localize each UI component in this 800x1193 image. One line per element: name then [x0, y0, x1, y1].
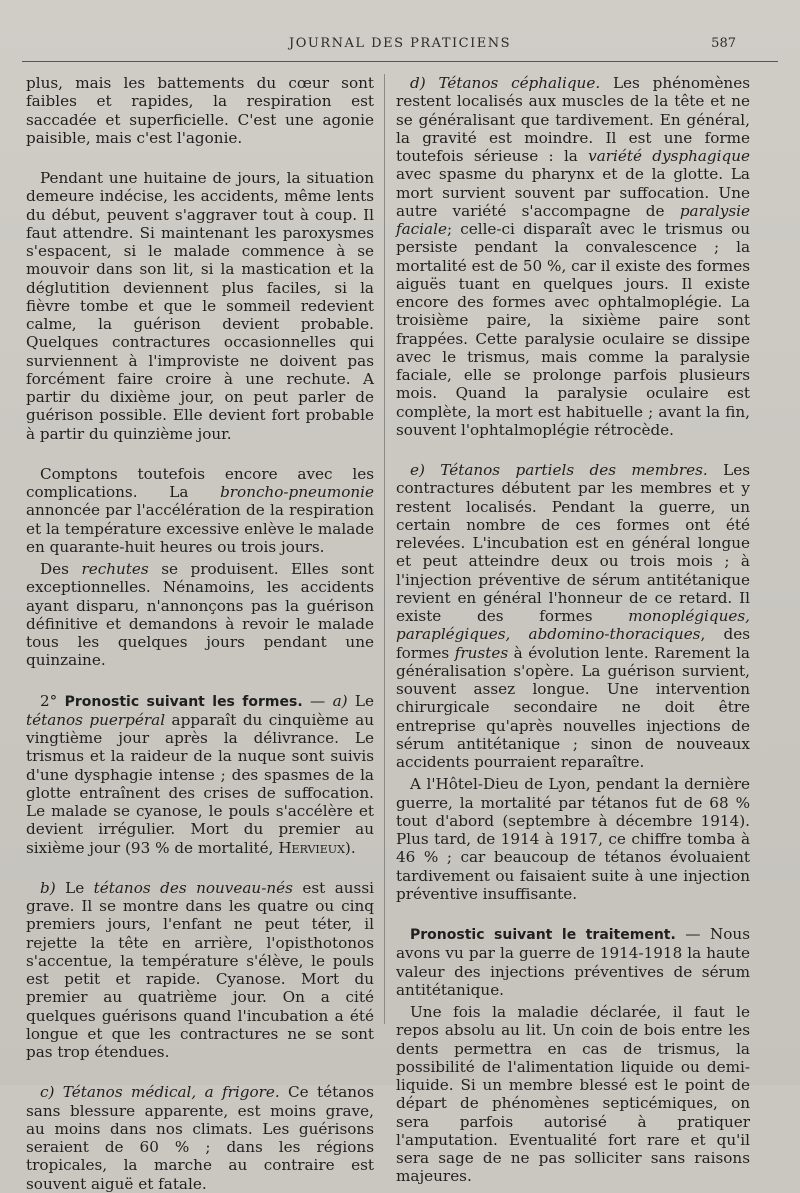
page-header — [0, 36, 800, 58]
section-heading-traitement: Pronostic suivant le traitement. — [410, 927, 676, 943]
paragraph-tetanos-medical: c) Tétanos médical, a frigore. Ce tétanos sans blessure apparente, est moins grave, au moins dans nos climats. Les guérisons seraient de 60 % ; dans les régions tropicales, la marche au contraire est souvent aiguë et fatale. — [26, 1083, 374, 1193]
paragraph-complications: Comptons toutefois encore avec les complications. La broncho-pneumonie annoncée par l'accélération de la respiration et la température excessive enlève le malade en quarante-huit heures ou trois jours. — [26, 464, 374, 556]
paragraph-pronostic-traitement: Pronostic suivant le traitement. — Nous avons vu par la guerre de 1914-1918 la haute valeur des injections préventives de sérum antitétanique. — [396, 925, 750, 999]
paragraph-hotel-dieu: A l'Hôtel-Dieu de Lyon, pendant la dernière guerre, la mortalité par tétanos fut de 68 % tout d'abord (septembre à décembre 1914). Plus tard, de 1914 à 1917, ce chiffre tomba à 46 % ; car beaucoup de tétanos évoluaient tardivement ou faisaient suite à une injection préventive insuffisante. — [396, 775, 750, 903]
paragraph-rechutes: Des rechutes se produisent. Elles sont exceptionnelles. Nénamoins, les accidents ayant disparu, n'annonçons pas la guérison définitive et demandons à revoir le malade tous les quelques jours pendant une quinzaine. — [26, 560, 374, 670]
paragraph-tetanos-partiels: e) Tétanos partiels des membres. Les contractures débutent par les membres et y restent localisés. Pendant la guerre, un certain nombre de ces formes ont été relevées. L'incubation est en général longue et peut atteindre deux ou trois mois ; à l'injection préventive de sérum antitétanique revient en général l'honneur de ce retard. Il existe des formes monoplégiques, paraplégiques, abdomino-thoraciques, des formes frustes à évolution lente. Rarement la généralisation s'opère. La guérison survient, souvent assez longue. Une intervention chirurgicale secondaire ne doit être entreprise qu'après nouvelles injections de sérum antitétanique ; sinon de nouveaux accidents pourraient reparaître. — [396, 461, 750, 771]
paragraph-tetanos-cephalique: d) Tétanos céphalique. Les phénomènes restent localisés aux muscles de la tête et ne se généralisant que tardivement. En général, la gravité est moindre. Il est une forme toutefois sérieuse : la variété dysphagique avec spasme du pharynx et de la glotte. La mort survient souvent par suffocation. Une autre variété s'accompagne de paralysie faciale; celle-ci disparaît avec le trismus ou persiste pendant la convalescence ; la mortalité est de 50 %, car il existe des formes aiguës tuant en quelques jours. Il existe encore des formes avec ophtalmoplégie. La troisième paire, la sixième paire sont frappées. Cette paralysie oculaire se dissipe avec le trismus, mais comme la paralysie faciale, elle se prolonge parfois plusieurs mois. Quand la paralysie oculaire est complète, la mort est habituelle ; avant la fin, souvent l'ophtalmoplégie rétrocède. — [396, 74, 750, 439]
page-number: 587 — [711, 36, 736, 51]
paragraph-agonie: plus, mais les battements du cœur sont faibles et rapides, la respiration est saccadée et superficielle. C'est une agonie paisible, mais c'est l'agonie. — [26, 74, 374, 147]
header-rule — [22, 61, 778, 62]
section-heading-formes: Pronostic suivant les formes. — [64, 693, 303, 710]
paragraph-pronostic-formes: 2° Pronostic suivant les formes. — a) Le tétanos puerpéral apparaît du cinquième au vingtième jour après la délivrance. Le trismus et la raideur de la nuque sont suivis d'une dysphagie intense ; des spasmes de la glotte entraînent des crises de suffocation. Le malade se cyanose, le pouls s'accélère et devient irrégulier. Mort du premier au sixième jour (93 % de mortalité, Hervieux). — [26, 691, 374, 857]
paragraph-repos: Une fois la maladie déclarée, il faut le repos absolu au lit. Un coin de bois entre les dents permettra en cas de trismus, la possibilité de l'alimentation liquide ou demi-liquide. Si un membre blessé est le point de départ de phénomènes septicémiques, on sera parfois autorisé à pratiquer l'amputation. Eventualité fort rare et qu'il sera sage de ne pas solliciter sans raisons majeures. — [396, 1003, 750, 1186]
column-divider — [384, 74, 385, 1024]
paragraph-nouveau-nes: b) Le tétanos des nouveau-nés est aussi grave. Il se montre dans les quatre ou cinq premiers jours, l'enfant ne peut téter, il rejette la tête en arrière, l'opisthotonos s'accentue, la température s'élève, le pouls est petit et rapide. Cyanose. Mort du premier au quatrième jour. On a cité quelques guérisons quand l'incubation a été longue et que les contractures ne se sont pas trop étendues. — [26, 878, 374, 1061]
left-column — [26, 74, 374, 1193]
right-column — [396, 74, 750, 1186]
running-title: JOURNAL DES PRATICIENS — [289, 36, 511, 51]
paragraph-huitaine: Pendant une huitaine de jours, la situation demeure indécise, les accidents, même lents du début, peuvent s'aggraver tout à coup. Il faut attendre. Si maintenant les paroxysmes s'espacent, si le malade commence à se mouvoir dans son lit, si la mastication et la déglutition deviennent plus faciles, si la fièvre tombe et que le sommeil redevient calme, la guérison devient probable. Quelques contractures occasionnelles qui surviennent à l'improviste ne doivent pas forcément faire croire à une rechute. A partir du dixième jour, on peut parler de guérison possible. Elle devient fort probable à partir du quinzième jour. — [26, 169, 374, 443]
